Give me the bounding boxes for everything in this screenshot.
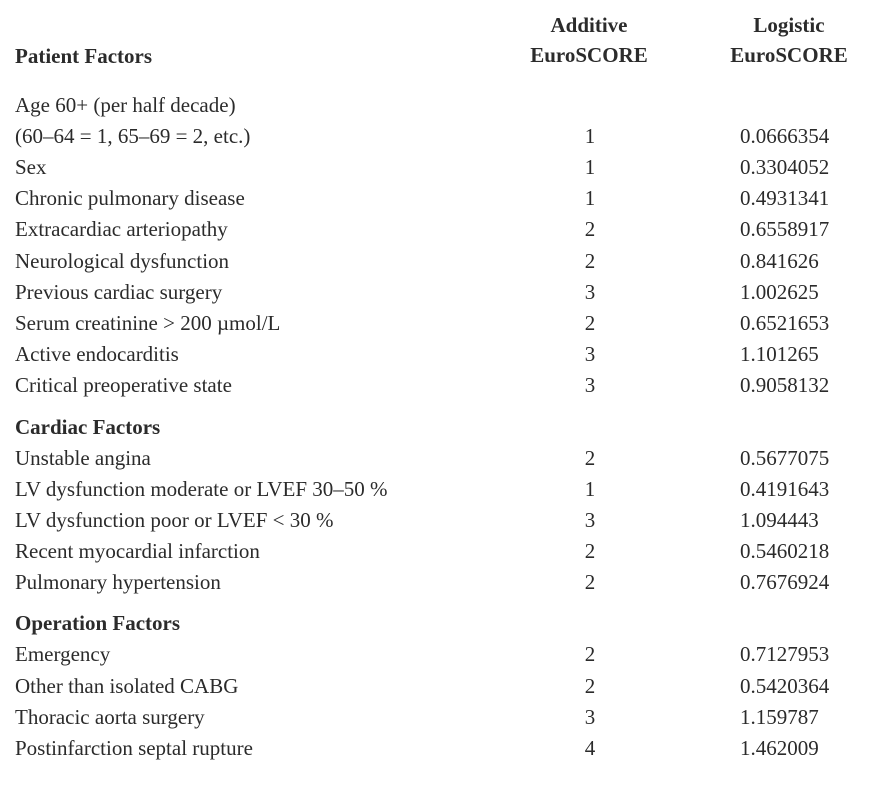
additive-cell: 2 [584,445,596,470]
table-row [15,308,865,339]
factor-cell: LV dysfunction moderate or LVEF 30–50 % [15,476,388,501]
factor-cell: Neurological dysfunction [15,248,230,273]
table-row [15,214,865,245]
additive-cell: 2 [584,570,596,595]
logistic-heading-line1: Logistic [753,13,825,37]
additive-euroscore-heading [515,10,663,70]
euroscore-table [15,8,865,764]
factor-cell: Sex [15,155,47,179]
table-row [15,443,865,474]
table-row [15,639,865,670]
factor-cell: Postinfarction septal rupture [15,736,253,760]
table-row [15,90,865,152]
additive-cell: 2 [584,642,596,667]
additive-cell: 2 [584,217,596,242]
factor-cell: Chronic pulmonary disease [15,186,245,211]
factor-cell: LV dysfunction poor or LVEF < 30 % [15,507,334,532]
table-row [15,339,865,370]
factor-cell: Thoracic aorta surgery [15,704,205,729]
table-row [15,702,865,733]
additive-cell: 4 [584,736,596,760]
additive-cell: 1 [584,155,596,179]
factor-cell: Extracardiac arteriopathy [15,217,228,242]
additive-cell: 3 [584,279,596,304]
factor-cell: Unstable angina [15,445,151,470]
additive-cell: 1 [584,476,596,501]
table-row [15,183,865,214]
logistic-cell: 1.002625 [740,279,819,304]
additive-cell: 3 [584,507,596,532]
logistic-cell: 0.0666354 [740,124,830,148]
additive-cell: 2 [584,539,596,564]
logistic-cell: 0.7676924 [740,570,830,595]
additive-cell: 2 [584,310,596,335]
factor-line2: (60–64 = 1, 65–69 = 2, etc.) [15,124,251,148]
table-row [15,536,865,567]
table-row [15,567,865,598]
factor-cell: Pulmonary hypertension [15,570,221,595]
additive-heading-line2: EuroSCORE [530,43,648,67]
logistic-cell: 0.6558917 [740,217,830,242]
additive-cell: 2 [584,673,596,698]
table-row [15,505,865,536]
logistic-heading-line2: EuroSCORE [730,43,848,67]
logistic-cell: 0.4191643 [740,476,830,501]
additive-cell: 3 [584,704,596,729]
additive-cell: 1 [584,186,596,211]
additive-cell: 3 [584,342,596,367]
logistic-cell: 0.4931341 [740,186,830,211]
logistic-cell: 0.5460218 [740,539,830,564]
table-row [15,152,865,183]
logistic-cell: 1.159787 [740,704,819,729]
table-row [15,277,865,308]
table-row [15,733,865,764]
logistic-cell: 0.7127953 [740,642,830,667]
logistic-cell: 1.094443 [740,507,819,532]
logistic-cell: 0.6521653 [740,310,830,335]
factor-cell: Emergency [15,642,111,667]
operation-factors-heading: Operation Factors [15,611,181,636]
cardiac-factors-heading: Cardiac Factors [15,414,161,439]
factor-cell [15,90,250,152]
additive-cell: 1 [584,124,596,148]
patient-factors-heading: Patient Factors [15,44,153,68]
table-row [15,474,865,505]
table-row [15,370,865,401]
factor-cell: Active endocarditis [15,342,179,367]
factor-cell: Serum creatinine > 200 µmol/L [15,310,281,335]
factor-cell: Critical preoperative state [15,373,232,398]
logistic-cell: 1.462009 [740,736,819,760]
table-row [15,246,865,277]
table-row [15,671,865,702]
additive-heading-line1: Additive [550,13,628,37]
logistic-cell: 0.5420364 [740,673,830,698]
additive-cell: 2 [584,248,596,273]
logistic-cell: 0.841626 [740,248,819,273]
table-header [15,8,865,90]
factor-cell: Previous cardiac surgery [15,279,223,304]
logistic-cell: 0.5677075 [740,445,830,470]
factor-cell: Recent myocardial infarction [15,539,260,564]
logistic-cell: 0.9058132 [740,373,830,398]
logistic-cell: 1.101265 [740,342,819,367]
logistic-cell: 0.3304052 [740,155,830,179]
factor-cell: Other than isolated CABG [15,673,239,698]
factor-line1: Age 60+ (per half decade) [15,93,236,117]
additive-cell: 3 [584,373,596,398]
logistic-euroscore-heading [715,10,863,70]
